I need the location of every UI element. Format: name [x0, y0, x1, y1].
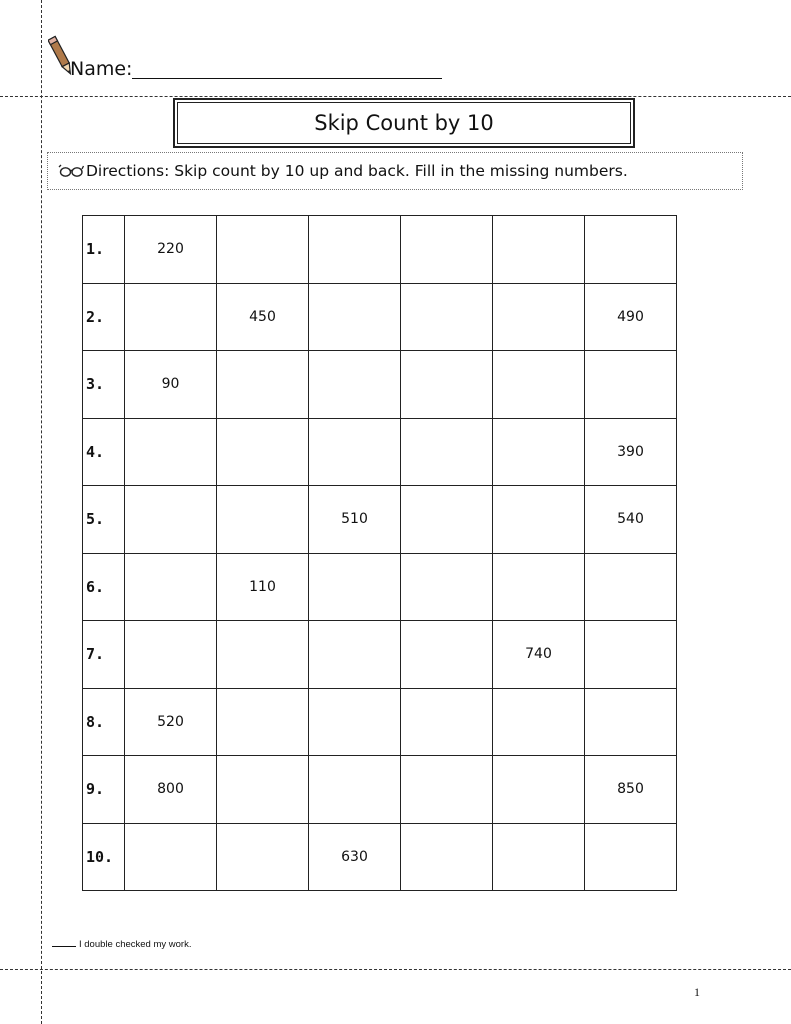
table-row: [83, 486, 677, 554]
grid-cell[interactable]: [217, 756, 309, 824]
directions-box: [47, 152, 743, 190]
grid-cell[interactable]: 490: [585, 283, 677, 351]
grid-cell[interactable]: [217, 688, 309, 756]
grid-cell[interactable]: [309, 756, 401, 824]
row-number: 4.: [83, 418, 125, 486]
grid-cell[interactable]: [493, 688, 585, 756]
grid-cell[interactable]: [493, 216, 585, 284]
grid-cell[interactable]: [401, 418, 493, 486]
grid-cell[interactable]: [217, 486, 309, 554]
grid-cell[interactable]: [401, 283, 493, 351]
grid-cell[interactable]: [493, 756, 585, 824]
grid-cell[interactable]: [585, 216, 677, 284]
grid-cell[interactable]: [217, 823, 309, 891]
grid-cell[interactable]: 630: [309, 823, 401, 891]
table-row: [83, 351, 677, 419]
grid-cell[interactable]: [401, 351, 493, 419]
grid-cell[interactable]: [585, 351, 677, 419]
table-row: [83, 823, 677, 891]
row-number: 7.: [83, 621, 125, 689]
self-check: [52, 939, 191, 950]
grid-cell[interactable]: [585, 823, 677, 891]
grid-cell[interactable]: 540: [585, 486, 677, 554]
grid-cell[interactable]: [309, 621, 401, 689]
glasses-icon: [58, 164, 84, 178]
grid-cell[interactable]: [493, 823, 585, 891]
grid-cell[interactable]: 220: [125, 216, 217, 284]
check-text: I double checked my work.: [79, 939, 192, 950]
table-row: [83, 688, 677, 756]
grid-cell[interactable]: [309, 418, 401, 486]
grid-cell[interactable]: 390: [585, 418, 677, 486]
name-field[interactable]: [132, 78, 442, 79]
grid-cell[interactable]: [125, 418, 217, 486]
row-number: 10.: [83, 823, 125, 891]
margin-line: [41, 0, 42, 1024]
grid-cell[interactable]: [309, 553, 401, 621]
grid-cell[interactable]: [125, 486, 217, 554]
page-title: Skip Count by 10: [177, 102, 631, 144]
grid-cell[interactable]: [585, 621, 677, 689]
row-number: 9.: [83, 756, 125, 824]
grid-cell[interactable]: 740: [493, 621, 585, 689]
grid-cell[interactable]: [493, 283, 585, 351]
grid-cell[interactable]: [493, 553, 585, 621]
grid-cell[interactable]: [401, 823, 493, 891]
header-divider: [0, 96, 791, 97]
table-row: [83, 621, 677, 689]
row-number: 6.: [83, 553, 125, 621]
grid-cell[interactable]: 850: [585, 756, 677, 824]
grid-cell[interactable]: [217, 418, 309, 486]
row-number: 3.: [83, 351, 125, 419]
skip-count-grid: [82, 215, 677, 891]
grid-cell[interactable]: [217, 216, 309, 284]
grid-cell[interactable]: [125, 823, 217, 891]
grid-cell[interactable]: [309, 216, 401, 284]
grid-cell[interactable]: [401, 486, 493, 554]
grid-cell[interactable]: 800: [125, 756, 217, 824]
grid-cell[interactable]: [493, 418, 585, 486]
grid-cell[interactable]: [401, 756, 493, 824]
row-number: 1.: [83, 216, 125, 284]
table-row: [83, 283, 677, 351]
grid-cell[interactable]: [493, 351, 585, 419]
grid-cell[interactable]: [401, 688, 493, 756]
grid-cell[interactable]: [125, 621, 217, 689]
grid-cell[interactable]: 110: [217, 553, 309, 621]
row-number: 5.: [83, 486, 125, 554]
grid-cell[interactable]: [401, 216, 493, 284]
table-row: [83, 553, 677, 621]
grid-cell[interactable]: [125, 553, 217, 621]
check-blank[interactable]: [52, 946, 76, 947]
grid-cell[interactable]: [309, 688, 401, 756]
grid-cell[interactable]: [217, 621, 309, 689]
grid-cell[interactable]: [401, 621, 493, 689]
grid-cell[interactable]: [125, 283, 217, 351]
directions-text: Directions: Skip count by 10 up and back. Fill in the missing numbers.: [86, 162, 628, 180]
title-box: [173, 98, 635, 148]
name-label: Name:: [70, 58, 133, 80]
grid-cell[interactable]: [217, 351, 309, 419]
grid-cell[interactable]: [585, 553, 677, 621]
grid-cell[interactable]: [401, 553, 493, 621]
grid-cell[interactable]: [309, 283, 401, 351]
footer-divider: [0, 969, 791, 970]
row-number: 8.: [83, 688, 125, 756]
grid-cell[interactable]: 510: [309, 486, 401, 554]
grid-cell[interactable]: 90: [125, 351, 217, 419]
page-number: 1: [694, 985, 700, 999]
row-number: 2.: [83, 283, 125, 351]
grid-cell[interactable]: [585, 688, 677, 756]
table-row: [83, 418, 677, 486]
grid-cell[interactable]: 520: [125, 688, 217, 756]
grid-cell[interactable]: [493, 486, 585, 554]
table-row: [83, 216, 677, 284]
table-row: [83, 756, 677, 824]
grid-cell[interactable]: [309, 351, 401, 419]
grid-cell[interactable]: 450: [217, 283, 309, 351]
